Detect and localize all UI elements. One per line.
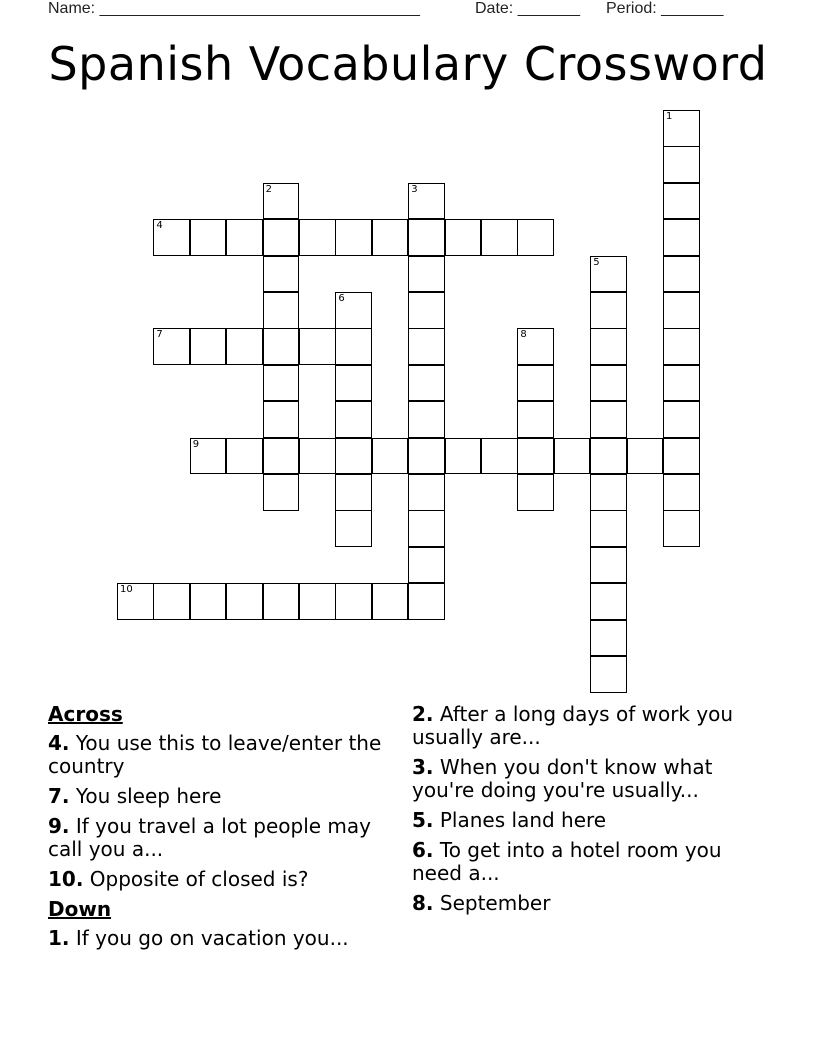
crossword-cell[interactable]	[263, 328, 300, 365]
crossword-cell[interactable]	[117, 583, 154, 620]
crossword-cell[interactable]	[408, 510, 445, 547]
crossword-cell[interactable]	[481, 438, 518, 475]
crossword-cell[interactable]	[263, 183, 300, 220]
crossword-cell[interactable]	[263, 474, 300, 511]
crossword-cell[interactable]	[517, 401, 554, 438]
crossword-cell[interactable]	[335, 438, 372, 475]
crossword-cell[interactable]	[190, 583, 227, 620]
clue-number: 4	[156, 220, 163, 232]
crossword-cell[interactable]	[663, 328, 700, 365]
crossword-cell[interactable]	[590, 438, 627, 475]
crossword-cell[interactable]	[299, 438, 336, 475]
across-heading: Across	[48, 702, 123, 726]
crossword-cell[interactable]	[590, 256, 627, 293]
crossword-cell[interactable]	[408, 365, 445, 402]
crossword-cell[interactable]	[408, 292, 445, 329]
crossword-cell[interactable]	[663, 474, 700, 511]
name-field-label: Name: ____________________________________	[48, 0, 420, 17]
crossword-cell[interactable]	[481, 219, 518, 256]
crossword-cell[interactable]	[590, 474, 627, 511]
crossword-cell[interactable]	[335, 510, 372, 547]
clue-number: 2	[265, 183, 272, 195]
clue-down: 3. When you don't know what you're doing you're usually...	[412, 755, 713, 802]
crossword-cell[interactable]	[190, 438, 227, 475]
crossword-cell[interactable]	[226, 328, 263, 365]
crossword-cell[interactable]	[590, 365, 627, 402]
crossword-cell[interactable]	[372, 583, 409, 620]
crossword-cell[interactable]	[408, 547, 445, 584]
crossword-cell[interactable]	[663, 146, 700, 183]
crossword-cell[interactable]	[590, 510, 627, 547]
clue-number: 3	[411, 183, 418, 195]
crossword-cell[interactable]	[299, 328, 336, 365]
crossword-cell[interactable]	[590, 292, 627, 329]
crossword-cell[interactable]	[226, 583, 263, 620]
crossword-cell[interactable]	[335, 328, 372, 365]
crossword-cell[interactable]	[335, 583, 372, 620]
clue-down: 5. Planes land here	[412, 808, 607, 832]
period-field-label: Period: _______	[606, 0, 724, 17]
crossword-cell[interactable]	[153, 328, 190, 365]
crossword-cell[interactable]	[408, 219, 445, 256]
crossword-cell[interactable]	[263, 438, 300, 475]
crossword-cell[interactable]	[263, 256, 300, 293]
crossword-cell[interactable]	[408, 438, 445, 475]
page-title: Spanish Vocabulary Crossword	[48, 37, 768, 91]
crossword-cell[interactable]	[590, 583, 627, 620]
crossword-cell[interactable]	[335, 474, 372, 511]
crossword-cell[interactable]	[663, 401, 700, 438]
crossword-cell[interactable]	[554, 438, 591, 475]
clue-down: 8. September	[412, 891, 551, 915]
crossword-cell[interactable]	[663, 510, 700, 547]
clue-across: 4. You use this to leave/enter the country	[48, 731, 382, 778]
crossword-cell[interactable]	[408, 256, 445, 293]
clue-across: 9. If you travel a lot people may call you a...	[48, 814, 371, 861]
crossword-cell[interactable]	[226, 219, 263, 256]
crossword-cell[interactable]	[517, 474, 554, 511]
clue-across: 10. Opposite of closed is?	[48, 867, 309, 891]
crossword-cell[interactable]	[190, 219, 227, 256]
crossword-cell[interactable]	[263, 292, 300, 329]
crossword-cell[interactable]	[263, 583, 300, 620]
clue-number: 7	[156, 329, 163, 341]
crossword-cell[interactable]	[263, 365, 300, 402]
crossword-cell[interactable]	[335, 292, 372, 329]
crossword-cell[interactable]	[335, 401, 372, 438]
clue-number: 10	[120, 584, 133, 596]
clue-number: 6	[338, 293, 345, 304]
crossword-cell[interactable]	[408, 401, 445, 438]
crossword-cell[interactable]	[445, 219, 482, 256]
crossword-cell[interactable]	[372, 438, 409, 475]
clue-down: 1. If you go on vacation you...	[48, 926, 349, 950]
clue-number: 8	[520, 329, 527, 341]
crossword-cell[interactable]	[263, 401, 300, 438]
crossword-cell[interactable]	[663, 292, 700, 329]
crossword-cell[interactable]	[153, 219, 190, 256]
crossword-cell[interactable]	[408, 328, 445, 365]
crossword-cell[interactable]	[517, 365, 554, 402]
clue-number: 5	[593, 256, 600, 268]
crossword-cell[interactable]	[408, 583, 445, 620]
clue-down: 6. To get into a hotel room you need a...	[412, 838, 722, 885]
crossword-cell[interactable]	[335, 219, 372, 256]
down-heading: Down	[48, 897, 112, 921]
crossword-cell[interactable]	[590, 328, 627, 365]
crossword-cell[interactable]	[663, 219, 700, 256]
clue-number: 1	[666, 111, 673, 122]
crossword-cell[interactable]	[663, 256, 700, 293]
crossword-cell[interactable]	[408, 183, 445, 220]
crossword-cell[interactable]	[517, 219, 554, 256]
crossword-cell[interactable]	[299, 583, 336, 620]
crossword-cell[interactable]	[663, 183, 700, 220]
crossword-cell[interactable]	[263, 219, 300, 256]
crossword-cell[interactable]	[445, 438, 482, 475]
crossword-cell[interactable]	[372, 219, 409, 256]
crossword-cell[interactable]	[226, 438, 263, 475]
crossword-cell[interactable]	[517, 328, 554, 365]
clues-column-left	[48, 703, 388, 957]
crossword-cell[interactable]	[590, 547, 627, 584]
crossword-cell[interactable]	[663, 438, 700, 475]
crossword-cell[interactable]	[627, 438, 664, 475]
crossword-cell[interactable]	[663, 365, 700, 402]
clue-down: 2. After a long days of work you usually are...	[412, 702, 734, 749]
crossword-cell[interactable]	[590, 401, 627, 438]
crossword-cell[interactable]	[153, 583, 190, 620]
crossword-cell[interactable]	[190, 328, 227, 365]
crossword-cell[interactable]	[517, 438, 554, 475]
crossword-cell[interactable]	[335, 365, 372, 402]
crossword-cell[interactable]	[663, 110, 700, 147]
date-field-label: Date: _______	[475, 0, 580, 17]
clue-number: 9	[192, 438, 200, 450]
clues-column-right	[412, 703, 762, 922]
crossword-cell[interactable]	[299, 219, 336, 256]
crossword-cell[interactable]	[590, 620, 627, 657]
crossword-cell[interactable]	[408, 474, 445, 511]
crossword-cell[interactable]	[590, 656, 627, 693]
clue-across: 7. You sleep here	[48, 784, 222, 808]
